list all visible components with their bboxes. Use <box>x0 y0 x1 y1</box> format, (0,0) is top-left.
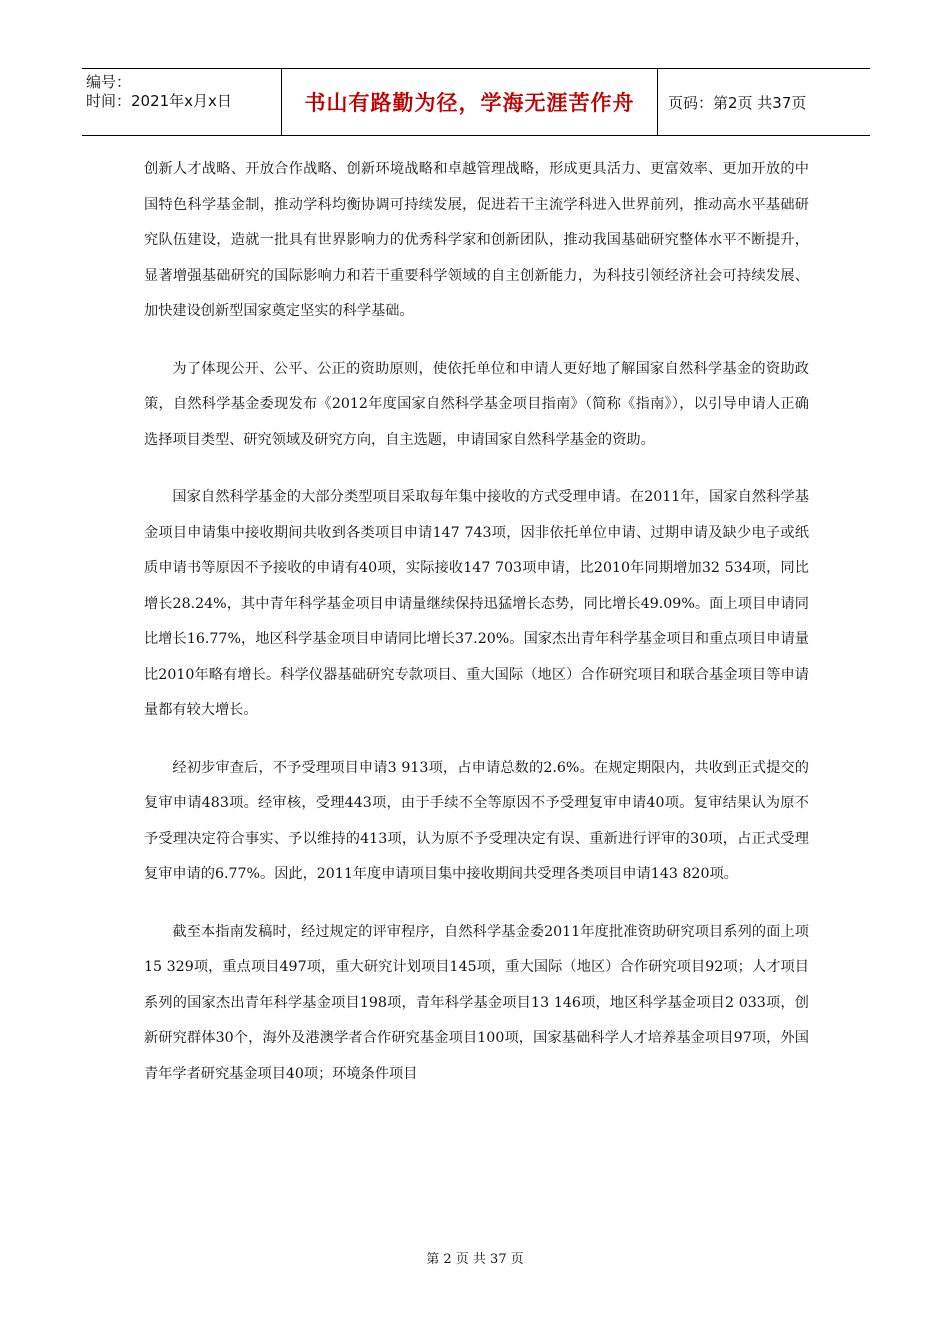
document-body <box>144 152 809 1114</box>
page-header <box>82 68 870 136</box>
paragraph: 经初步审查后，不予受理项目申请3 913项，占申请总数的2.6%。在规定期限内，共收到正式提交的复审申请483项。经审核，受理443项，由于手续不全等原因不予受理复审申请40项。复审结果认为原不予受理决定符合事实、予以维持的413项，认为原不予受理决定有误、重新进行评审的30项，占正式受理复审申请的6.77%。因此，2011年度申请项目集中接收期间共受理各类项目申请143 820项。 <box>144 759 809 882</box>
time-label: 时间：2021年x月x日 <box>86 92 232 110</box>
paragraph: 国家自然科学基金的大部分类型项目采取每年集中接收的方式受理申请。在2011年，国家自然科学基金项目申请集中接收期间共收到各类项目申请147 743项，因非依托单位申请、过期申请及缺少电子或纸质申请书等原因不予接收的申请有40项，实际接收147 703项申请，比2010年同期增加32 534项，同比增长28.24%，其中青年科学基金项目申请量继续保持迅猛增长态势，同比增长49.09%。面上项目申请同比增长16.77%，地区科学基金项目申请同比增长37.20%。国家杰出青年科学基金项目和重点项目申请量比2010年略有增长。科学仪器基础研究专款项目、重大国际（地区）合作研究项目和联合基金项目等申请量都有较大增长。 <box>144 489 809 718</box>
paragraph: 截至本指南发稿时，经过规定的评审程序，自然科学基金委2011年度批准资助研究项目系列的面上项15 329项，重点项目497项，重大研究计划项目145项，重大国际（地区）合作研究项目92项；人才项目系列的国家杰出青年科学基金项目198项，青年科学基金项目13 146项，地区科学基金项目2 033项，创新研究群体30个，海外及港澳学者合作研究基金项目100项，国家基础科学人才培养基金项目97项，外国青年学者研究基金项目40项；环境条件项目 <box>144 923 809 1082</box>
header-meta <box>82 69 282 135</box>
paragraph: 为了体现公开、公平、公正的资助原则，使依托单位和申请人更好地了解国家自然科学基金的资助政策，自然科学基金委现发布《2012年度国家自然科学基金项目指南》（简称《指南》），以引导申请人正确选择项目类型、研究领域及研究方向，自主选题，申请国家自然科学基金的资助。 <box>144 360 809 448</box>
page-footer: 第 2 页 共 37 页 <box>426 1252 524 1267</box>
number-label: 编号： <box>86 73 132 91</box>
paragraph: 创新人才战略、开放合作战略、创新环境战略和卓越管理战略，形成更具活力、更富效率、更加开放的中国特色科学基金制，推动学科均衡协调可持续发展，促进若干主流学科进入世界前列，推动高水平基础研究队伍建设，造就一批具有世界影响力的优秀科学家和创新团队，推动我国基础研究整体水平不断提升，显著增强基础研究的国际影响力和若干重要科学领域的自主创新能力，为科技引领经济社会可持续发展、加快建设创新型国家奠定坚实的科学基础。 <box>144 161 809 319</box>
header-page-info: 页码：第2页 共37页 <box>668 93 807 112</box>
header-motto: 书山有路勤为径，学海无涯苦作舟 <box>282 69 658 135</box>
